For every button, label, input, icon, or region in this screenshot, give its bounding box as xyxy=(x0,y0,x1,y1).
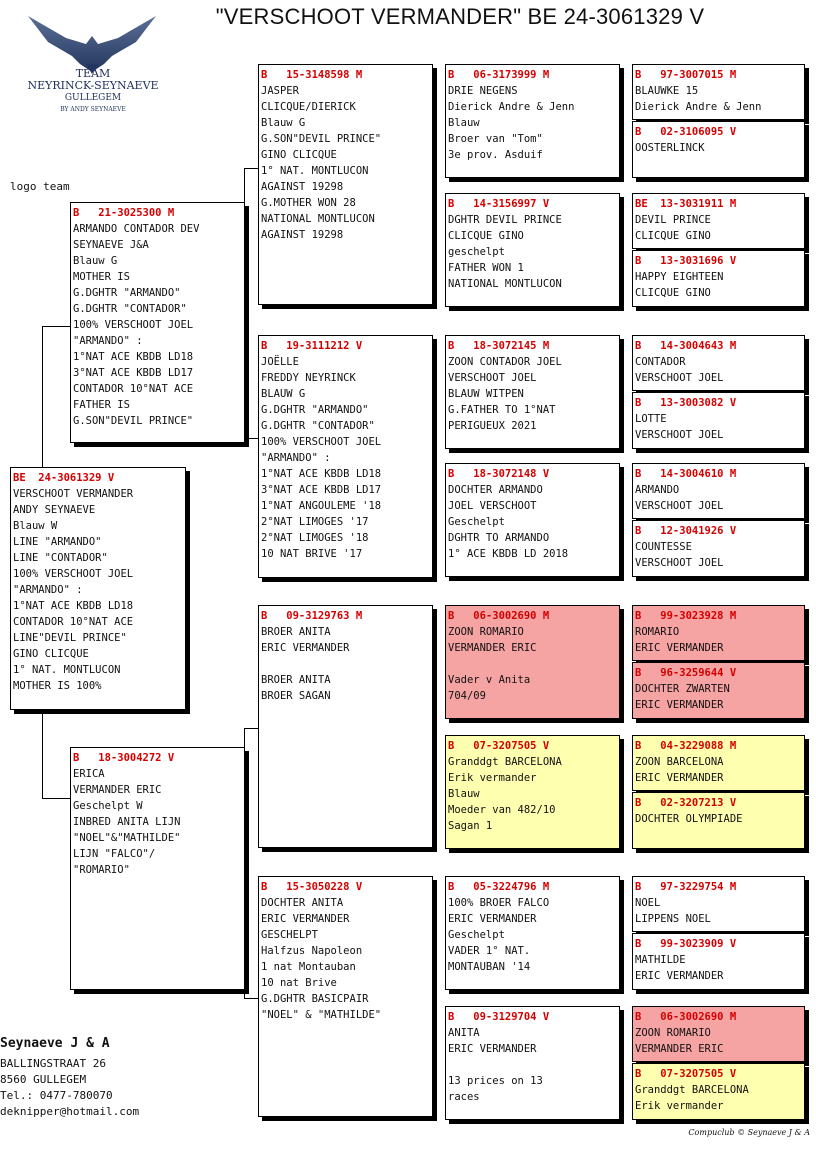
pigeon-info-line: 3e prov. Asduif xyxy=(448,149,543,161)
pigeon-info-line: JOËLLE xyxy=(261,356,299,368)
pigeon-info-line: Geschelpt xyxy=(448,516,505,528)
pigeon-info-line: 1°NAT ANGOULEME '18 xyxy=(261,500,382,512)
pigeon-info-line: MATHILDE xyxy=(635,954,686,966)
pigeon-info-line: ANITA xyxy=(448,1027,480,1039)
pigeon-info-line: PERIGUEUX 2021 xyxy=(448,420,537,432)
pigeon-info-line: COUNTESSE xyxy=(635,541,692,553)
pigeon-info-line: BLAUW G xyxy=(261,388,306,400)
pigeon-info-line: Blauw G xyxy=(73,255,118,267)
pigeon-info-line: HAPPY EIGHTEEN xyxy=(635,271,724,283)
ring-number: B 19-3111212 V xyxy=(261,340,363,352)
pigeon-info-line: CLICQUE GINO xyxy=(635,287,711,299)
pigeon-dds xyxy=(445,876,620,990)
ring-number: BE 24-3061329 V xyxy=(13,472,115,484)
pigeon-info-line: SEYNAEVE J&A xyxy=(73,239,149,251)
pigeon-info-line: VERSCHOOT JOEL xyxy=(635,429,724,441)
pigeon-info-line: BROER ANITA xyxy=(261,674,331,686)
ring-number: B 99-3023909 V xyxy=(635,938,737,950)
pigeon-info-line: VERSCHOOT JOEL xyxy=(635,557,724,569)
pedigree-title: "VERSCHOOT VERMANDER" BE 24-3061329 V xyxy=(215,4,705,29)
pigeon-dss xyxy=(445,605,620,719)
pigeon-info-line: FREDDY NEYRINCK xyxy=(261,372,356,384)
ring-number: B 15-3050228 V xyxy=(261,881,363,893)
pigeon-info-line: Broer van "Tom" xyxy=(448,133,543,145)
pigeon-info-line: races xyxy=(448,1091,480,1103)
pigeon-info-line: ERIC VERMANDER xyxy=(635,970,724,982)
pigeon-info-line: CONTADOR xyxy=(635,356,686,368)
pigeon-gg16 xyxy=(632,1063,805,1120)
breeder-email: deknipper@hotmail.com xyxy=(0,1105,140,1118)
ring-number: B 06-3002690 M xyxy=(448,610,550,622)
pigeon-info-line: "NOEL" & "MATHILDE" xyxy=(261,1009,382,1021)
pigeon-gg14 xyxy=(632,933,805,990)
pigeon-info-line: Blauw xyxy=(448,788,480,800)
pigeon-info-line: CLICQUE GINO xyxy=(448,230,524,242)
pigeon-info-line: CONTADOR 10°NAT ACE xyxy=(13,616,134,628)
pigeon-sire-dam xyxy=(258,335,433,578)
pigeon-gg15 xyxy=(632,1006,805,1062)
pigeon-info-line: Geschelpt W xyxy=(73,800,143,812)
pigeon-info-line: Erik vermander xyxy=(635,1100,724,1112)
pigeon-gg5 xyxy=(632,335,805,391)
pigeon-info-line: ERIC VERMANDER xyxy=(635,772,724,784)
pigeon-info-line: VERMANDER ERIC xyxy=(635,1043,724,1055)
pigeon-info-line: LINE"DEVIL PRINCE" xyxy=(13,632,127,644)
pigeon-info-line: Blauw W xyxy=(13,520,58,532)
pigeon-info-line xyxy=(448,656,616,672)
ring-number: B 21-3025300 M xyxy=(73,207,175,219)
pigeon-info-line: Blauw G xyxy=(261,117,306,129)
logo-place: GULLEGEM xyxy=(64,93,122,103)
pigeon-info-line: G.DGHTR "ARMANDO" xyxy=(261,404,369,416)
pigeon-info-line: LIPPENS NOEL xyxy=(635,913,711,925)
footer-credit: Compuclub © Seynaeve J & A xyxy=(688,1128,810,1137)
pigeon-info-line: VERSCHOOT JOEL xyxy=(635,372,724,384)
ring-number: B 02-3207213 V xyxy=(635,797,737,809)
pigeon-info-line: LOTTE xyxy=(635,413,667,425)
pigeon-info-line: DEVIL PRINCE xyxy=(635,214,711,226)
pigeon-info-line: Erik vermander xyxy=(448,772,537,784)
ring-number: B 06-3002690 M xyxy=(635,1011,737,1023)
pigeon-info-line: VERSCHOOT JOEL xyxy=(448,372,537,384)
pigeon-info-line: VERSCHOOT VERMANDER xyxy=(13,488,134,500)
pigeon-info-line: FATHER WON 1 xyxy=(448,262,524,274)
connector xyxy=(42,798,70,799)
pigeon-info-line: ROMARIO xyxy=(635,626,680,638)
pigeon-info-line: 3°NAT ACE KBDB LD17 xyxy=(261,484,382,496)
logo-team: TEAM xyxy=(75,67,111,80)
pigeon-info-line: NATIONAL MONTLUCON xyxy=(448,278,562,290)
pigeon-subject xyxy=(10,467,186,710)
logo-name: NEYRINCK-SEYNAEVE xyxy=(27,79,159,92)
ring-number: B 07-3207505 V xyxy=(448,740,550,752)
breeder-city: 8560 GULLEGEM xyxy=(0,1073,87,1086)
ring-number: B 09-3129763 M xyxy=(261,610,363,622)
pigeon-gg8 xyxy=(632,520,805,577)
pigeon-info-line: "ROMARIO" xyxy=(73,864,130,876)
pigeon-info-line: Vader v Anita xyxy=(448,674,531,686)
pigeon-info-line: 3°NAT ACE KBDB LD17 xyxy=(73,367,194,379)
pigeon-info-line: 1° NAT. MONTLUCON xyxy=(13,664,121,676)
pigeon-info-line: 2°NAT LIMOGES '18 xyxy=(261,532,369,544)
pigeon-gg9 xyxy=(632,605,805,661)
ring-number: B 14-3156997 V xyxy=(448,198,550,210)
connector xyxy=(42,326,43,468)
pigeon-info-line: NOEL xyxy=(635,897,661,909)
breeder-phone: Tel.: 0477-780070 xyxy=(0,1089,113,1102)
pigeon-info-line: "ARMANDO" : xyxy=(73,335,143,347)
ring-number: B 04-3229088 M xyxy=(635,740,737,752)
pigeon-dsd xyxy=(445,735,620,849)
ring-number: B 07-3207505 V xyxy=(635,1068,737,1080)
pigeon-info-line: ERIC VERMANDER xyxy=(448,913,537,925)
pigeon-info-line: ARMANDO CONTADOR DEV xyxy=(73,223,200,235)
connector xyxy=(244,438,258,439)
ring-number: B 02-3106095 V xyxy=(635,126,737,138)
pigeon-info-line: G.MOTHER WON 28 xyxy=(261,197,356,209)
pigeon-info-line: G.SON"DEVIL PRINCE" xyxy=(261,133,382,145)
pigeon-info-line: G.DGHTR "ARMANDO" xyxy=(73,287,181,299)
pigeon-info-line: BROER SAGAN xyxy=(261,690,331,702)
pigeon-info-line: DRIE NEGENS xyxy=(448,85,518,97)
pigeon-info-line: DOCHTER OLYMPIADE xyxy=(635,813,743,825)
ring-number: B 14-3004610 M xyxy=(635,468,737,480)
ring-number: B 09-3129704 V xyxy=(448,1011,550,1023)
pigeon-info-line: geschelpt xyxy=(448,246,505,258)
pigeon-info-line: "NOEL"&"MATHILDE" xyxy=(73,832,181,844)
pigeon-info-line: ERIC VERMANDER xyxy=(261,913,350,925)
pigeon-ssd xyxy=(445,193,620,307)
pigeon-info-line: AGAINST 19298 xyxy=(261,181,344,193)
pigeon-info-line: VERMANDER ERIC xyxy=(448,642,537,654)
pigeon-gg13 xyxy=(632,876,805,932)
pigeon-gg6 xyxy=(632,392,805,449)
pigeon-info-line: ZOON ROMARIO xyxy=(635,1027,711,1039)
ring-number: B 18-3004272 V xyxy=(73,752,175,764)
ring-number: BE 13-3031911 M xyxy=(635,198,737,210)
pigeon-info-line: Dierick Andre & Jenn xyxy=(635,101,762,113)
pigeon-info-line: GINO CLICQUE xyxy=(261,149,337,161)
pigeon-info-line: "ARMANDO" : xyxy=(261,452,331,464)
ring-number: B 15-3148598 M xyxy=(261,69,363,81)
pigeon-dam-sire xyxy=(258,605,433,848)
pigeon-info-line: ERICA xyxy=(73,768,105,780)
pigeon-info-line: MONTAUBAN '14 xyxy=(448,961,531,973)
ring-number: B 06-3173999 M xyxy=(448,69,550,81)
pigeon-info-line: CLICQUE/DIERICK xyxy=(261,101,356,113)
connector xyxy=(42,326,70,327)
pigeon-info-line: NATIONAL MONTLUCON xyxy=(261,213,375,225)
pigeon-dam xyxy=(70,747,245,990)
pigeon-sire-sire xyxy=(258,64,433,305)
pigeon-info-line: GESCHELPT xyxy=(261,929,318,941)
pigeon-info-line: LIJN "FALCO"/ xyxy=(73,848,156,860)
connector xyxy=(244,728,258,729)
pigeon-info-line: DOCHTER ARMANDO xyxy=(448,484,543,496)
pigeon-info-line: ERIC VERMANDER xyxy=(635,642,724,654)
pigeon-info-line: BLAUWKE 15 xyxy=(635,85,699,97)
connector xyxy=(244,998,258,999)
ring-number: B 13-3003082 V xyxy=(635,397,737,409)
pigeon-info-line: ZOON ROMARIO xyxy=(448,626,524,638)
pigeon-gg7 xyxy=(632,463,805,519)
pigeon-info-line: 100% VERSCHOOT JOEL xyxy=(13,568,134,580)
pigeon-info-line: 10 NAT BRIVE '17 xyxy=(261,548,363,560)
pigeon-ddd xyxy=(445,1006,620,1120)
pigeon-info-line: LINE "ARMANDO" xyxy=(13,536,102,548)
ring-number: B 97-3007015 M xyxy=(635,69,737,81)
pigeon-info-line: ANDY SEYNAEVE xyxy=(13,504,96,516)
pigeon-info-line: LINE "CONTADOR" xyxy=(13,552,108,564)
pigeon-gg2 xyxy=(632,121,805,178)
pigeon-info-line: Granddgt BARCELONA xyxy=(635,1084,749,1096)
ring-number: B 18-3072145 M xyxy=(448,340,550,352)
pigeon-info-line: CLICQUE GINO xyxy=(635,230,711,242)
connector xyxy=(42,712,43,798)
pigeon-info-line: ERIC VERMANDER xyxy=(635,699,724,711)
pigeon-info-line: DOCHTER ZWARTEN xyxy=(635,683,730,695)
ring-number: B 05-3224796 M xyxy=(448,881,550,893)
ring-number: B 99-3023928 M xyxy=(635,610,737,622)
pigeon-info-line: JOEL VERSCHOOT xyxy=(448,500,537,512)
logo-caption: logo team xyxy=(10,180,70,193)
pigeon-info-line: 1°NAT ACE KBDB LD18 xyxy=(261,468,382,480)
pigeon-info-line: MOTHER IS 100% xyxy=(13,680,102,692)
pigeon-info-line: 100% VERSCHOOT JOEL xyxy=(261,436,382,448)
pigeon-info-line: 100% VERSCHOOT JOEL xyxy=(73,319,194,331)
pigeon-info-line: CONTADOR 10°NAT ACE xyxy=(73,383,194,395)
ring-number: B 12-3041926 V xyxy=(635,525,737,537)
pigeon-gg4 xyxy=(632,250,805,307)
pigeon-info-line xyxy=(261,656,429,672)
pigeon-info-line: ZOON BARCELONA xyxy=(635,756,724,768)
ring-number: B 96-3259644 V xyxy=(635,667,737,679)
pigeon-info-line: 100% BROER FALCO xyxy=(448,897,550,909)
pigeon-info-line: FATHER IS xyxy=(73,399,130,411)
pigeon-info-line: JASPER xyxy=(261,85,299,97)
pigeon-info-line: G.FATHER TO 1°NAT xyxy=(448,404,556,416)
pigeon-info-line: BROER ANITA xyxy=(261,626,331,638)
pigeon-info-line: Dierick Andre & Jenn xyxy=(448,101,575,113)
ring-number: B 13-3031696 V xyxy=(635,255,737,267)
ring-number: B 14-3004643 M xyxy=(635,340,737,352)
pigeon-gg1 xyxy=(632,64,805,120)
ring-number: B 97-3229754 M xyxy=(635,881,737,893)
pigeon-sire xyxy=(70,202,245,443)
pigeon-gg10 xyxy=(632,662,805,719)
pigeon-info-line: BLAUW WITPEN xyxy=(448,388,524,400)
pigeon-sss xyxy=(445,64,620,178)
pigeon-info-line: ERIC VERMANDER xyxy=(261,642,350,654)
pigeon-info-line: 10 nat Brive xyxy=(261,977,337,989)
pigeon-info-line: "ARMANDO" : xyxy=(13,584,83,596)
connector xyxy=(244,168,258,169)
pigeon-info-line: 1 nat Montauban xyxy=(261,961,356,973)
pigeon-dam-dam xyxy=(258,876,433,1117)
pigeon-info-line: 13 prices on 13 xyxy=(448,1075,543,1087)
pigeon-info-line: VERMANDER ERIC xyxy=(73,784,162,796)
pigeon-info-line: GINO CLICQUE xyxy=(13,648,89,660)
pigeon-info-line: G.DGHTR "CONTADOR" xyxy=(73,303,187,315)
pigeon-info-line: VERSCHOOT JOEL xyxy=(635,500,724,512)
pigeon-info-line: 1° ACE KBDB LD 2018 xyxy=(448,548,569,560)
pigeon-info-line: 1° NAT. MONTLUCON xyxy=(261,165,369,177)
pigeon-gg12 xyxy=(632,792,805,849)
pigeon-info-line: Halfzus Napoleon xyxy=(261,945,363,957)
pigeon-info-line: ERIC VERMANDER xyxy=(448,1043,537,1055)
pigeon-info-line: ARMANDO xyxy=(635,484,680,496)
pigeon-info-line: Blauw xyxy=(448,117,480,129)
pigeon-info-line: Sagan 1 xyxy=(448,820,493,832)
breeder-street: BALLINGSTRAAT 26 xyxy=(0,1057,106,1070)
pigeon-info-line: Moeder van 482/10 xyxy=(448,804,556,816)
pigeon-info-line: VADER 1° NAT. xyxy=(448,945,531,957)
logo-by: BY ANDY SEYNAEVE xyxy=(60,106,126,113)
pigeon-info-line: 1°NAT ACE KBDB LD18 xyxy=(13,600,134,612)
pigeon-info-line: G.DGHTR BASICPAIR xyxy=(261,993,369,1005)
pigeon-info-line xyxy=(448,1057,616,1073)
pigeon-gg3 xyxy=(632,193,805,249)
pigeon-info-line: Geschelpt xyxy=(448,929,505,941)
pigeon-info-line: OOSTERLINCK xyxy=(635,142,705,154)
breeder-contact xyxy=(0,1036,139,1120)
pigeon-info-line: Granddgt BARCELONA xyxy=(448,756,562,768)
pigeon-info-line: INBRED ANITA LIJN xyxy=(73,816,181,828)
pigeon-info-line: G.SON"DEVIL PRINCE" xyxy=(73,415,194,427)
pigeon-info-line: 704/09 xyxy=(448,690,486,702)
ring-number: B 18-3072148 V xyxy=(448,468,550,480)
pigeon-info-line: AGAINST 19298 xyxy=(261,229,344,241)
team-logo xyxy=(8,12,178,117)
pigeon-sds xyxy=(445,335,620,449)
pigeon-info-line: 2°NAT LIMOGES '17 xyxy=(261,516,369,528)
pigeon-info-line: G.DGHTR "CONTADOR" xyxy=(261,420,375,432)
pigeon-info-line: MOTHER IS xyxy=(73,271,130,283)
pigeon-info-line: 1°NAT ACE KBDB LD18 xyxy=(73,351,194,363)
pigeon-sdd xyxy=(445,463,620,577)
pigeon-gg11 xyxy=(632,735,805,791)
pigeon-info-line: ZOON CONTADOR JOEL xyxy=(448,356,562,368)
pigeon-info-line: DGHTR TO ARMANDO xyxy=(448,532,550,544)
breeder-name: Seynaeve J & A xyxy=(0,1036,110,1051)
pigeon-info-line: DOCHTER ANITA xyxy=(261,897,344,909)
pigeon-info-line: DGHTR DEVIL PRINCE xyxy=(448,214,562,226)
